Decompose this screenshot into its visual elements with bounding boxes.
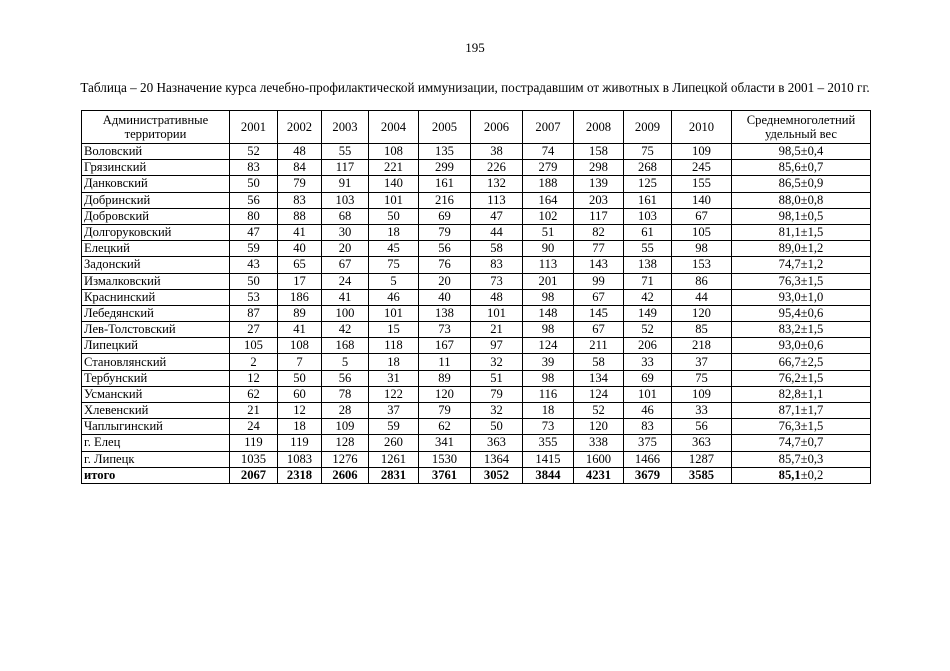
year-value: 51 <box>471 370 523 386</box>
year-value: 85 <box>672 322 732 338</box>
territory-name: г. Липецк <box>82 451 230 467</box>
table-row <box>82 192 871 208</box>
year-value: 46 <box>624 403 672 419</box>
year-value: 73 <box>523 419 574 435</box>
year-value: 108 <box>278 338 322 354</box>
year-value: 2 <box>230 354 278 370</box>
year-value: 260 <box>369 435 419 451</box>
year-value: 40 <box>419 289 471 305</box>
year-value: 79 <box>471 386 523 402</box>
year-value: 86 <box>672 273 732 289</box>
year-value: 298 <box>574 160 624 176</box>
year-value: 58 <box>574 354 624 370</box>
average-value: 85,6±0,7 <box>732 160 871 176</box>
year-value: 24 <box>322 273 369 289</box>
year-value: 105 <box>230 338 278 354</box>
year-value: 41 <box>278 224 322 240</box>
year-value: 1530 <box>419 451 471 467</box>
year-value: 201 <box>523 273 574 289</box>
year-value: 1083 <box>278 451 322 467</box>
average-value: 74,7±0,7 <box>732 435 871 451</box>
average-value: 87,1±1,7 <box>732 403 871 419</box>
year-value: 128 <box>322 435 369 451</box>
year-value: 79 <box>278 176 322 192</box>
year-value: 118 <box>369 338 419 354</box>
year-value: 33 <box>672 403 732 419</box>
table-row <box>82 403 871 419</box>
year-value: 108 <box>369 144 419 160</box>
total-average-value <box>732 467 871 483</box>
year-value: 99 <box>574 273 624 289</box>
year-value: 140 <box>672 192 732 208</box>
average-value: 95,4±0,6 <box>732 305 871 321</box>
territory-name: Усманский <box>82 386 230 402</box>
territory-name: Долгоруковский <box>82 224 230 240</box>
year-value: 42 <box>322 322 369 338</box>
year-value: 135 <box>419 144 471 160</box>
year-value: 55 <box>322 144 369 160</box>
year-value: 109 <box>672 144 732 160</box>
table-row <box>82 176 871 192</box>
total-year-value: 4231 <box>574 467 624 483</box>
year-value: 77 <box>574 241 624 257</box>
total-label: итого <box>82 467 230 483</box>
territory-name: Становлянский <box>82 354 230 370</box>
year-value: 73 <box>471 273 523 289</box>
table-row <box>82 144 871 160</box>
year-value: 80 <box>230 208 278 224</box>
year-value: 15 <box>369 322 419 338</box>
average-value: 89,0±1,2 <box>732 241 871 257</box>
year-value: 67 <box>574 322 624 338</box>
year-value: 75 <box>624 144 672 160</box>
header-year: 2001 <box>230 111 278 144</box>
territory-name: Тербунский <box>82 370 230 386</box>
territory-name: г. Елец <box>82 435 230 451</box>
year-value: 53 <box>230 289 278 305</box>
total-average-error: ±0,2 <box>800 467 824 482</box>
year-value: 50 <box>278 370 322 386</box>
year-value: 17 <box>278 273 322 289</box>
year-value: 59 <box>369 419 419 435</box>
territory-name: Лебедянский <box>82 305 230 321</box>
year-value: 113 <box>471 192 523 208</box>
year-value: 101 <box>624 386 672 402</box>
year-value: 168 <box>322 338 369 354</box>
year-value: 101 <box>369 305 419 321</box>
header-year: 2002 <box>278 111 322 144</box>
year-value: 32 <box>471 403 523 419</box>
year-value: 79 <box>419 403 471 419</box>
year-value: 101 <box>369 192 419 208</box>
year-value: 60 <box>278 386 322 402</box>
year-value: 161 <box>624 192 672 208</box>
year-value: 89 <box>278 305 322 321</box>
year-value: 119 <box>278 435 322 451</box>
year-value: 117 <box>574 208 624 224</box>
header-average: Среднемноголетний удельный вес <box>732 111 871 144</box>
year-value: 50 <box>230 273 278 289</box>
average-value: 93,0±0,6 <box>732 338 871 354</box>
header-year: 2005 <box>419 111 471 144</box>
average-value: 81,1±1,5 <box>732 224 871 240</box>
year-value: 138 <box>624 257 672 273</box>
year-value: 56 <box>419 241 471 257</box>
year-value: 28 <box>322 403 369 419</box>
year-value: 143 <box>574 257 624 273</box>
year-value: 155 <box>672 176 732 192</box>
year-value: 75 <box>672 370 732 386</box>
year-value: 76 <box>419 257 471 273</box>
year-value: 83 <box>278 192 322 208</box>
year-value: 5 <box>322 354 369 370</box>
territory-name: Липецкий <box>82 338 230 354</box>
header-year: 2003 <box>322 111 369 144</box>
table-row <box>82 451 871 467</box>
year-value: 73 <box>419 322 471 338</box>
year-value: 50 <box>230 176 278 192</box>
year-value: 100 <box>322 305 369 321</box>
table-row <box>82 354 871 370</box>
year-value: 1276 <box>322 451 369 467</box>
year-value: 48 <box>278 144 322 160</box>
year-value: 52 <box>574 403 624 419</box>
year-value: 37 <box>369 403 419 419</box>
territory-name: Краснинский <box>82 289 230 305</box>
year-value: 30 <box>322 224 369 240</box>
header-year: 2010 <box>672 111 732 144</box>
year-value: 69 <box>419 208 471 224</box>
average-value: 88,0±0,8 <box>732 192 871 208</box>
year-value: 27 <box>230 322 278 338</box>
year-value: 44 <box>471 224 523 240</box>
year-value: 78 <box>322 386 369 402</box>
year-value: 145 <box>574 305 624 321</box>
territory-name: Измалковский <box>82 273 230 289</box>
table-row <box>82 241 871 257</box>
total-year-value: 3052 <box>471 467 523 483</box>
year-value: 50 <box>369 208 419 224</box>
year-value: 375 <box>624 435 672 451</box>
year-value: 21 <box>471 322 523 338</box>
year-value: 218 <box>672 338 732 354</box>
year-value: 98 <box>672 241 732 257</box>
year-value: 299 <box>419 160 471 176</box>
year-value: 1035 <box>230 451 278 467</box>
year-value: 44 <box>672 289 732 305</box>
year-value: 18 <box>369 354 419 370</box>
year-value: 132 <box>471 176 523 192</box>
year-value: 47 <box>230 224 278 240</box>
average-value: 93,0±1,0 <box>732 289 871 305</box>
year-value: 51 <box>523 224 574 240</box>
year-value: 119 <box>230 435 278 451</box>
total-year-value: 3679 <box>624 467 672 483</box>
year-value: 84 <box>278 160 322 176</box>
year-value: 139 <box>574 176 624 192</box>
year-value: 31 <box>369 370 419 386</box>
average-value: 98,5±0,4 <box>732 144 871 160</box>
year-value: 21 <box>230 403 278 419</box>
year-value: 37 <box>672 354 732 370</box>
year-value: 109 <box>672 386 732 402</box>
total-year-value: 2318 <box>278 467 322 483</box>
table-row <box>82 322 871 338</box>
year-value: 20 <box>419 273 471 289</box>
total-year-value: 2067 <box>230 467 278 483</box>
year-value: 1261 <box>369 451 419 467</box>
average-value: 76,2±1,5 <box>732 370 871 386</box>
year-value: 83 <box>471 257 523 273</box>
year-value: 102 <box>523 208 574 224</box>
year-value: 18 <box>523 403 574 419</box>
year-value: 186 <box>278 289 322 305</box>
year-value: 18 <box>369 224 419 240</box>
year-value: 55 <box>624 241 672 257</box>
year-value: 42 <box>624 289 672 305</box>
territory-name: Данковский <box>82 176 230 192</box>
total-year-value: 3761 <box>419 467 471 483</box>
year-value: 268 <box>624 160 672 176</box>
year-value: 125 <box>624 176 672 192</box>
year-value: 164 <box>523 192 574 208</box>
year-value: 62 <box>419 419 471 435</box>
year-value: 338 <box>574 435 624 451</box>
average-value: 76,3±1,5 <box>732 273 871 289</box>
year-value: 24 <box>230 419 278 435</box>
year-value: 87 <box>230 305 278 321</box>
table-row <box>82 435 871 451</box>
year-value: 71 <box>624 273 672 289</box>
year-value: 40 <box>278 241 322 257</box>
year-value: 62 <box>230 386 278 402</box>
table-row <box>82 224 871 240</box>
average-value: 98,1±0,5 <box>732 208 871 224</box>
average-value: 76,3±1,5 <box>732 419 871 435</box>
year-value: 11 <box>419 354 471 370</box>
year-value: 75 <box>369 257 419 273</box>
year-value: 120 <box>672 305 732 321</box>
territory-name: Добринский <box>82 192 230 208</box>
year-value: 120 <box>574 419 624 435</box>
year-value: 105 <box>672 224 732 240</box>
total-year-value: 3585 <box>672 467 732 483</box>
table-row <box>82 160 871 176</box>
territory-name: Лев-Толстовский <box>82 322 230 338</box>
year-value: 226 <box>471 160 523 176</box>
year-value: 355 <box>523 435 574 451</box>
year-value: 138 <box>419 305 471 321</box>
year-value: 41 <box>278 322 322 338</box>
year-value: 140 <box>369 176 419 192</box>
year-value: 38 <box>471 144 523 160</box>
year-value: 149 <box>624 305 672 321</box>
average-value: 74,7±1,2 <box>732 257 871 273</box>
year-value: 91 <box>322 176 369 192</box>
year-value: 98 <box>523 370 574 386</box>
year-value: 363 <box>672 435 732 451</box>
year-value: 56 <box>672 419 732 435</box>
territory-name: Хлевенский <box>82 403 230 419</box>
year-value: 39 <box>523 354 574 370</box>
year-value: 153 <box>672 257 732 273</box>
year-value: 74 <box>523 144 574 160</box>
year-value: 1600 <box>574 451 624 467</box>
year-value: 33 <box>624 354 672 370</box>
year-value: 158 <box>574 144 624 160</box>
year-value: 41 <box>322 289 369 305</box>
total-row <box>82 467 871 483</box>
total-year-value: 2831 <box>369 467 419 483</box>
header-territory: Административные территории <box>82 111 230 144</box>
year-value: 56 <box>322 370 369 386</box>
header-row <box>82 111 871 144</box>
header-year: 2006 <box>471 111 523 144</box>
total-average-main: 85,1 <box>778 467 801 482</box>
table-row <box>82 419 871 435</box>
year-value: 18 <box>278 419 322 435</box>
year-value: 90 <box>523 241 574 257</box>
year-value: 203 <box>574 192 624 208</box>
year-value: 43 <box>230 257 278 273</box>
year-value: 109 <box>322 419 369 435</box>
year-value: 79 <box>419 224 471 240</box>
table-row <box>82 273 871 289</box>
year-value: 124 <box>574 386 624 402</box>
total-year-value: 2606 <box>322 467 369 483</box>
territory-name: Задонский <box>82 257 230 273</box>
year-value: 124 <box>523 338 574 354</box>
year-value: 67 <box>322 257 369 273</box>
table-title: Таблица – 20 Назначение курса лечебно-профилактической иммунизации, пострадавшим от животных в Липецкой области в 2001 – 2010 гг. <box>80 80 870 95</box>
year-value: 167 <box>419 338 471 354</box>
territory-name: Чаплыгинский <box>82 419 230 435</box>
table-body <box>82 144 871 484</box>
year-value: 59 <box>230 241 278 257</box>
year-value: 341 <box>419 435 471 451</box>
year-value: 45 <box>369 241 419 257</box>
total-year-value: 3844 <box>523 467 574 483</box>
year-value: 117 <box>322 160 369 176</box>
year-value: 161 <box>419 176 471 192</box>
year-value: 5 <box>369 273 419 289</box>
average-value: 82,8±1,1 <box>732 386 871 402</box>
year-value: 83 <box>230 160 278 176</box>
year-value: 221 <box>369 160 419 176</box>
average-value: 86,5±0,9 <box>732 176 871 192</box>
year-value: 56 <box>230 192 278 208</box>
year-value: 65 <box>278 257 322 273</box>
year-value: 7 <box>278 354 322 370</box>
year-value: 1364 <box>471 451 523 467</box>
year-value: 69 <box>624 370 672 386</box>
year-value: 67 <box>574 289 624 305</box>
table-row <box>82 289 871 305</box>
year-value: 32 <box>471 354 523 370</box>
header-year: 2007 <box>523 111 574 144</box>
year-value: 216 <box>419 192 471 208</box>
average-value: 66,7±2,5 <box>732 354 871 370</box>
year-value: 98 <box>523 289 574 305</box>
table-row <box>82 257 871 273</box>
year-value: 1415 <box>523 451 574 467</box>
year-value: 363 <box>471 435 523 451</box>
year-value: 20 <box>322 241 369 257</box>
average-value: 83,2±1,5 <box>732 322 871 338</box>
year-value: 245 <box>672 160 732 176</box>
year-value: 103 <box>624 208 672 224</box>
territory-name: Добровский <box>82 208 230 224</box>
year-value: 116 <box>523 386 574 402</box>
header-year: 2004 <box>369 111 419 144</box>
year-value: 12 <box>278 403 322 419</box>
year-value: 188 <box>523 176 574 192</box>
territory-name: Воловский <box>82 144 230 160</box>
year-value: 120 <box>419 386 471 402</box>
table-row <box>82 370 871 386</box>
year-value: 206 <box>624 338 672 354</box>
year-value: 47 <box>471 208 523 224</box>
year-value: 83 <box>624 419 672 435</box>
year-value: 46 <box>369 289 419 305</box>
immunization-table <box>81 110 871 484</box>
year-value: 58 <box>471 241 523 257</box>
year-value: 89 <box>419 370 471 386</box>
table-row <box>82 338 871 354</box>
year-value: 148 <box>523 305 574 321</box>
year-value: 122 <box>369 386 419 402</box>
table-row <box>82 386 871 402</box>
year-value: 113 <box>523 257 574 273</box>
year-value: 1287 <box>672 451 732 467</box>
year-value: 97 <box>471 338 523 354</box>
year-value: 61 <box>624 224 672 240</box>
year-value: 101 <box>471 305 523 321</box>
year-value: 134 <box>574 370 624 386</box>
page-number: 195 <box>465 40 485 55</box>
year-value: 1466 <box>624 451 672 467</box>
territory-name: Елецкий <box>82 241 230 257</box>
year-value: 211 <box>574 338 624 354</box>
year-value: 103 <box>322 192 369 208</box>
year-value: 88 <box>278 208 322 224</box>
header-year: 2009 <box>624 111 672 144</box>
year-value: 68 <box>322 208 369 224</box>
average-value: 85,7±0,3 <box>732 451 871 467</box>
year-value: 98 <box>523 322 574 338</box>
year-value: 52 <box>230 144 278 160</box>
year-value: 50 <box>471 419 523 435</box>
territory-name: Грязинский <box>82 160 230 176</box>
year-value: 279 <box>523 160 574 176</box>
year-value: 67 <box>672 208 732 224</box>
year-value: 48 <box>471 289 523 305</box>
year-value: 82 <box>574 224 624 240</box>
table-row <box>82 305 871 321</box>
header-year: 2008 <box>574 111 624 144</box>
year-value: 52 <box>624 322 672 338</box>
table-row <box>82 208 871 224</box>
year-value: 12 <box>230 370 278 386</box>
